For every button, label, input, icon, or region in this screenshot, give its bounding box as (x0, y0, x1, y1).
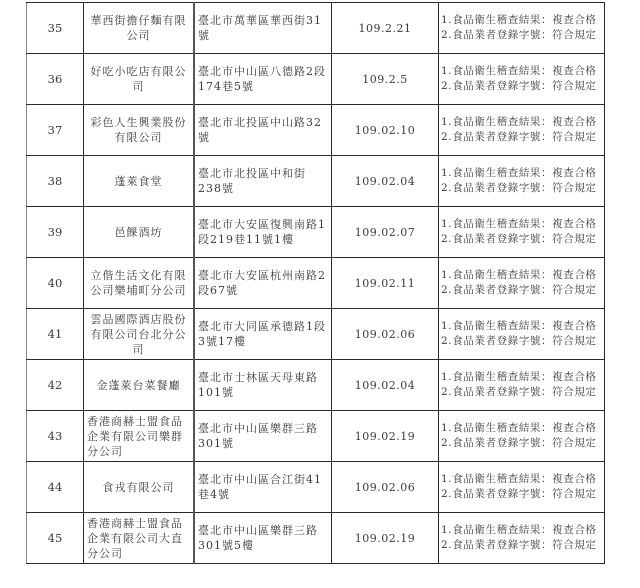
business-name: 華西街擔仔麵有限公司 (84, 3, 195, 54)
business-name: 香港商赫士盟食品企業有限公司樂群分公司 (84, 411, 195, 462)
table-row (27, 54, 605, 105)
result-line-2: 2.食品業者登錄字號：符合規定 (441, 335, 597, 347)
inspection-date: 109.02.06 (332, 462, 439, 513)
inspection-date: 109.02.10 (332, 105, 439, 156)
business-address: 臺北市士林區天母東路101號 (194, 360, 332, 411)
business-address: 臺北市北投區中和街238號 (194, 156, 332, 207)
table-row (27, 360, 605, 411)
result-line-2: 2.食品業者登錄字號：符合規定 (441, 29, 597, 41)
result-line-1: 1.食品衛生稽查結果：複查合格 (441, 524, 597, 536)
result-line-1: 1.食品衛生稽查結果：複查合格 (441, 116, 597, 128)
row-number: 45 (27, 513, 84, 564)
table-row (27, 462, 605, 513)
table-row (27, 3, 605, 54)
result-line-1: 1.食品衛生稽查結果：複查合格 (441, 422, 597, 434)
row-number: 41 (27, 309, 84, 360)
business-name: 好吃小吃店有限公司 (84, 54, 195, 105)
result-line-2: 2.食品業者登錄字號：符合規定 (441, 488, 597, 500)
result-line-2: 2.食品業者登錄字號：符合規定 (441, 233, 597, 245)
business-address: 臺北市大同區承德路1段3號17樓 (194, 309, 332, 360)
table-row (27, 156, 605, 207)
result-line-2: 2.食品業者登錄字號：符合規定 (441, 131, 597, 143)
result-line-1: 1.食品衛生稽查結果：複查合格 (441, 14, 597, 26)
inspection-result (439, 3, 605, 54)
result-line-2: 2.食品業者登錄字號：符合規定 (441, 284, 597, 296)
business-name: 食戎有限公司 (84, 462, 195, 513)
business-address: 臺北市中山區樂群三路301號5樓 (194, 513, 332, 564)
row-number: 39 (27, 207, 84, 258)
inspection-date: 109.02.06 (332, 309, 439, 360)
result-line-2: 2.食品業者登錄字號：符合規定 (441, 80, 597, 92)
inspection-date: 109.2.5 (332, 54, 439, 105)
business-address: 臺北市萬華區華西街31號 (194, 3, 332, 54)
inspection-date: 109.02.07 (332, 207, 439, 258)
inspection-table (26, 2, 605, 564)
table-row (27, 207, 605, 258)
business-address: 臺北市中山區樂群三路301號 (194, 411, 332, 462)
result-line-1: 1.食品衛生稽查結果：複查合格 (441, 167, 597, 179)
inspection-result (439, 54, 605, 105)
table-row (27, 513, 605, 564)
result-line-1: 1.食品衛生稽查結果：複查合格 (441, 65, 597, 77)
inspection-date: 109.02.19 (332, 411, 439, 462)
inspection-date: 109.02.19 (332, 513, 439, 564)
business-address: 臺北市北投區中山路32號 (194, 105, 332, 156)
business-name: 彩色人生興業股份有限公司 (84, 105, 195, 156)
result-line-1: 1.食品衛生稽查結果：複查合格 (441, 269, 597, 281)
result-line-2: 2.食品業者登錄字號：符合規定 (441, 437, 597, 449)
inspection-date: 109.2.21 (332, 3, 439, 54)
inspection-result (439, 462, 605, 513)
inspection-result (439, 309, 605, 360)
result-line-1: 1.食品衛生稽查結果：複查合格 (441, 320, 597, 332)
inspection-result (439, 207, 605, 258)
inspection-result (439, 360, 605, 411)
business-address: 臺北市中山區合江街41巷4號 (194, 462, 332, 513)
inspection-result (439, 105, 605, 156)
row-number: 36 (27, 54, 84, 105)
result-line-2: 2.食品業者登錄字號：符合規定 (441, 182, 597, 194)
row-number: 43 (27, 411, 84, 462)
result-line-1: 1.食品衛生稽查結果：複查合格 (441, 371, 597, 383)
inspection-result (439, 258, 605, 309)
inspection-date: 109.02.11 (332, 258, 439, 309)
table-row (27, 309, 605, 360)
business-name: 蓬萊食堂 (84, 156, 195, 207)
inspection-result (439, 411, 605, 462)
row-number: 37 (27, 105, 84, 156)
table-row (27, 258, 605, 309)
inspection-date: 109.02.04 (332, 156, 439, 207)
inspection-result (439, 513, 605, 564)
business-address: 臺北市大安區復興南路1段219巷11號1樓 (194, 207, 332, 258)
business-name: 立偕生活文化有限公司樂埔町分公司 (84, 258, 195, 309)
inspection-result (439, 156, 605, 207)
business-address: 臺北市大安區杭州南路2段67號 (194, 258, 332, 309)
row-number: 44 (27, 462, 84, 513)
business-address: 臺北市中山區八德路2段174巷5號 (194, 54, 332, 105)
row-number: 38 (27, 156, 84, 207)
result-line-2: 2.食品業者登錄字號：符合規定 (441, 386, 597, 398)
inspection-date: 109.02.04 (332, 360, 439, 411)
business-name: 邑餜酒坊 (84, 207, 195, 258)
business-name: 金蓬萊台菜餐廳 (84, 360, 195, 411)
row-number: 42 (27, 360, 84, 411)
row-number: 40 (27, 258, 84, 309)
table-row (27, 105, 605, 156)
result-line-2: 2.食品業者登錄字號：符合規定 (441, 539, 597, 551)
result-line-1: 1.食品衛生稽查結果：複查合格 (441, 218, 597, 230)
table-row (27, 411, 605, 462)
business-name: 雲品國際酒店股份有限公司台北分公司 (84, 309, 195, 360)
result-line-1: 1.食品衛生稽查結果：複查合格 (441, 473, 597, 485)
row-number: 35 (27, 3, 84, 54)
business-name: 香港商赫士盟食品企業有限公司大直分公司 (84, 513, 195, 564)
